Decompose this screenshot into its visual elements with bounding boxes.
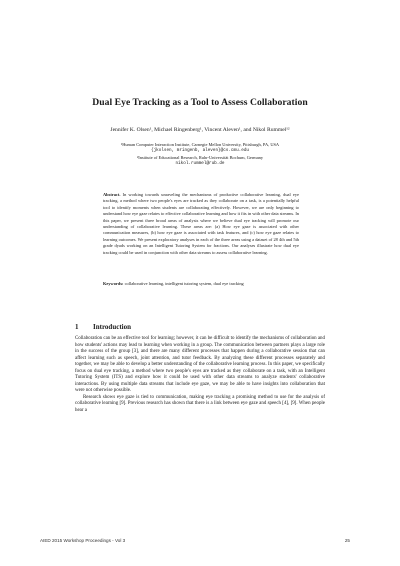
section-number: 1 <box>75 323 79 331</box>
affiliation-2: ²Institute of Educational Research, Ruhr-Universität Bochum, Germany <box>136 154 264 160</box>
keywords-label: Keywords: <box>103 281 124 286</box>
affiliation-2-email: nikol.rummel@rub.de <box>175 161 225 167</box>
abstract-text: In working towards unraveling the mechanisms of productive collaborative learning, dual eye tracking, a method where two people's eyes are tracked as they collaborate on a task, is a potentially helpful tool to identify moments when students are collaborating effectively. However, we are only beginning to understand how eye gaze relates to effective collaborative learning and how it fits in with other data streams. In this paper, we present three broad areas of analysis where we believe dual eye tracking will promote our understanding of collaborative learning. These areas are: (a) How eye gaze is associated with other communication measures, (b) how eye gaze is associated with task features, and (c) how eye gaze relates to learning outcomes. We present exploratory analyses in each of the three areas using a dataset of 28 4th and 5th grade dyads working on an Intelligent Tutoring System for fractions. Our analyses illustrate how dual eye tracking could be used in conjunction with other data streams to assess collaborative learning. <box>103 192 299 255</box>
footer-page-number: 25 <box>344 538 350 543</box>
affiliations <box>60 142 340 168</box>
abstract-label: Abstract. <box>103 192 121 197</box>
section-heading <box>75 323 131 331</box>
affiliation-1: ¹Human Computer Interaction Institute, Carnegie Mellon University, Pittsburgh, PA, USA <box>120 142 280 147</box>
affiliation-1-emails: {jkolsen, mringenb, aleven}@cs.cmu.edu <box>151 148 249 154</box>
abstract <box>103 192 299 256</box>
keywords-text: collaborative learning, intelligent tutoring system, dual eye tracking <box>124 281 244 286</box>
keywords <box>103 281 299 287</box>
author-list: Jennifer K. Olsen¹, Michael Ringenberg¹, Vincent Aleven¹, and Nikol Rummel¹² <box>110 127 290 133</box>
section-title: Introduction <box>93 323 131 331</box>
paper-title: Dual Eye Tracking as a Tool to Assess Collaboration <box>92 97 308 108</box>
footer-proceedings: AIED 2015 Workshop Proceedings - Vol 3 <box>40 538 126 543</box>
paragraph: Collaboration can be an effective tool for learning; however, it can be difficult to identify the mechanisms of collaboration and how students' actions may lead to learning when working in a group. The communication between partners plays a large role in the success of the group [3], and there are many different processes that happen during a collaborative session that can affect learning such as speech, joint attention, and tutor feedback. By analyzing these different processes separately and together, we may be able to develop a better understanding of the collaborative learning process. In this paper, we specifically focus on dual eye tracking, a method where two people's eyes are tracked as they collaborate on a task, with an Intelligent Tutoring System (ITS) and explore how it could be used with other data streams to analyze students' collaborative interactions. By using multiple data streams that include eye gaze, we may be able to have insights into collaboration that were not otherwise possible. <box>75 336 325 394</box>
body-text <box>75 336 325 415</box>
paragraph: Research shows eye gaze is tied to communication, making eye tracking a promising method to use for the analysis of collaborative learning [9]. Previous research has shown that there is a link between eye gaze and speech [4], [9]. When people hear a <box>75 394 325 414</box>
